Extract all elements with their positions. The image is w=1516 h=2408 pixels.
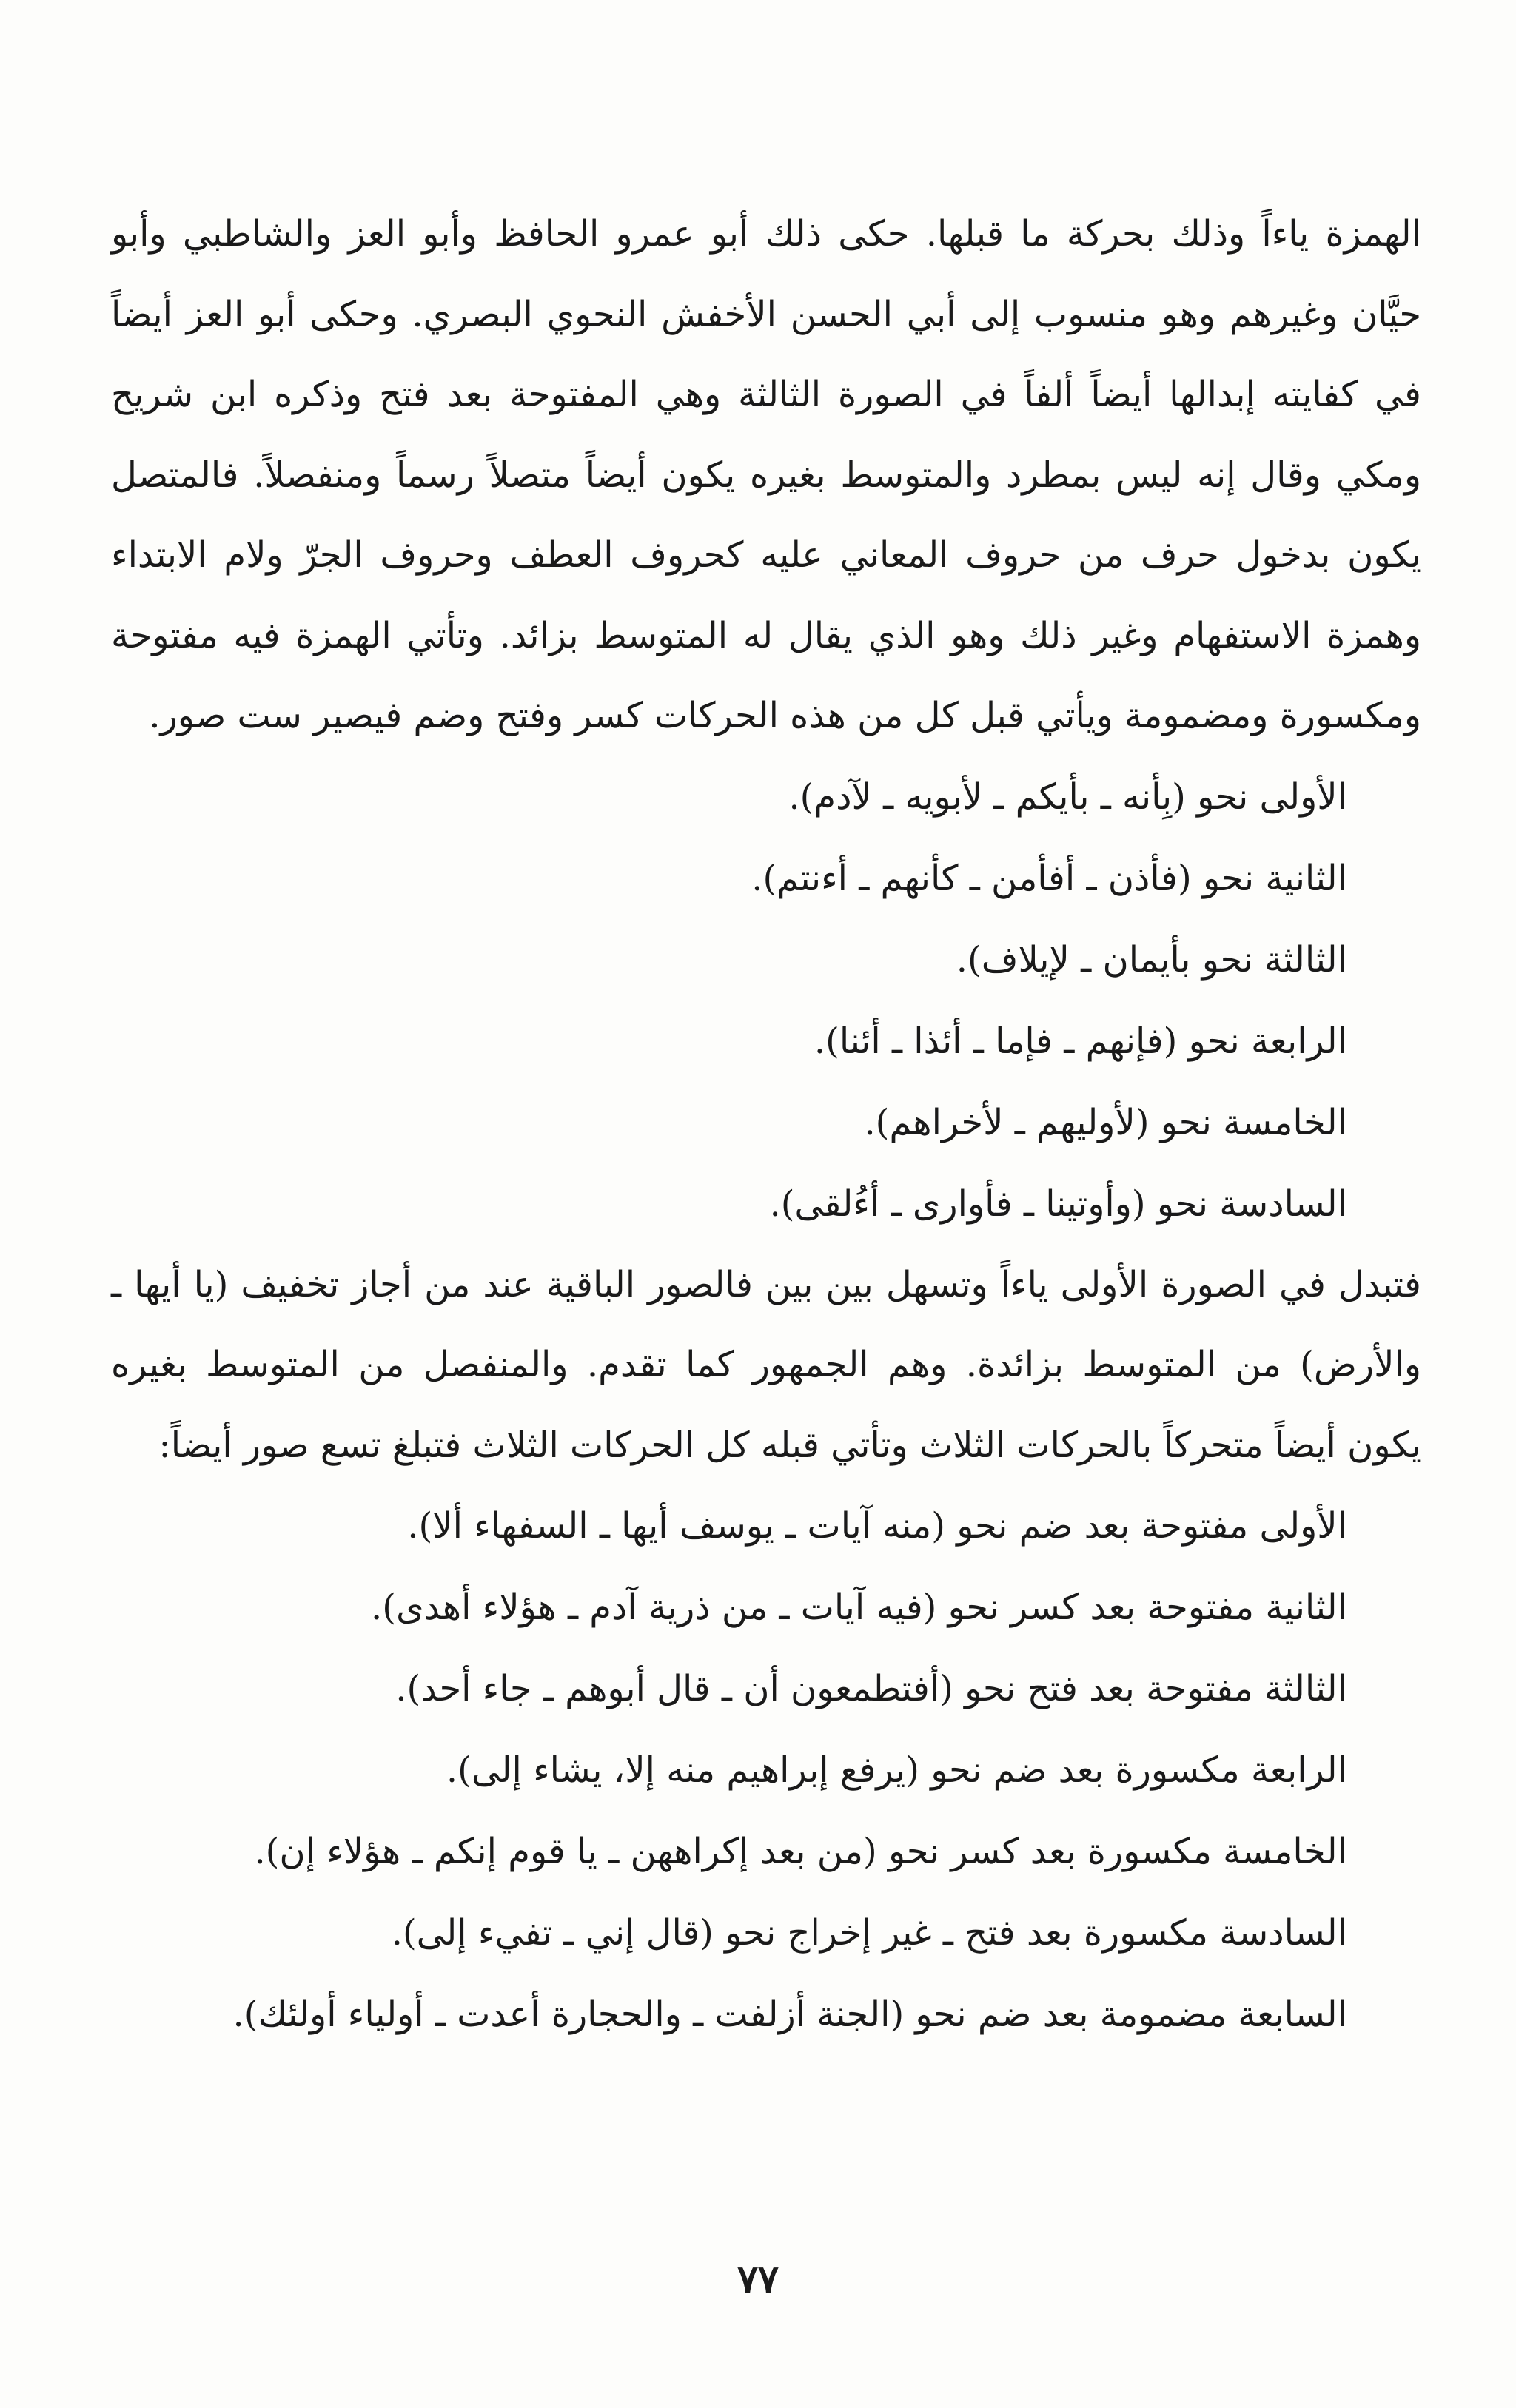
list-item: الخامسة نحو (لأوليهم ـ لأخراهم). xyxy=(864,1101,1347,1143)
list-item: السابعة مضمومة بعد ضم نحو (الجنة أزلفت ـ والحجارة أعدت ـ أولياء أولئك). xyxy=(232,1994,1347,2035)
list-item: الأولى نحو (بِأنه ـ بأيكم ـ لأبويه ـ لآدم). xyxy=(788,776,1347,818)
list-item: السادسة نحو (وأوتينا ـ فأوارى ـ أءُلقى). xyxy=(769,1183,1347,1225)
list-item: الرابعة مكسورة بعد ضم نحو (يرفع إبراهيم منه إلا، يشاء إلى). xyxy=(446,1749,1347,1791)
list-item: الأولى مفتوحة بعد ضم نحو (منه آيات ـ يوسف أيها ـ السفهاء ألا). xyxy=(407,1505,1347,1547)
list-item: الرابعة نحو (فإنهم ـ فإما ـ أئذا ـ أئنا). xyxy=(814,1020,1347,1062)
list-item: الثانية نحو (فأذن ـ أفأمن ـ كأنهم ـ أءنتم). xyxy=(751,857,1347,899)
paragraph-2: فتبدل في الصورة الأولى ياءاً وتسهل بين بين فالصور الباقية عند من أجاز تخفيف (يا أيها ـ والأرض) من المتوسط بزائدة. وهم الجمهور كما تقدم. والمنفصل من المتوسط بغيره يكون أيضاً متحركاً بالحركات الثلاث وتأتي قبله كل الحركات الثلاث فتبلغ تسع صور أيضاً: xyxy=(111,1263,1421,1466)
list-item: الثانية مفتوحة بعد كسر نحو (فيه آيات ـ من ذرية آدم ـ هؤلاء أهدى). xyxy=(371,1587,1347,1628)
list-item: الثالثة نحو بأيمان ـ لإيلاف). xyxy=(956,938,1347,981)
list-1 xyxy=(111,756,1421,1245)
list-item: الخامسة مكسورة بعد كسر نحو (من بعد إكراههن ـ يا قوم إنكم ـ هؤلاء إن). xyxy=(254,1831,1347,1872)
page-number: ٧٧ xyxy=(737,2257,779,2302)
body-text xyxy=(111,194,1421,2055)
paragraph-1: الهمزة ياءاً وذلك بحركة ما قبلها. حكى ذلك أبو عمرو الحافظ وأبو العز والشاطبي وأبو حيَّان وغيرهم وهو منسوب إلى أبي الحسن الأخفش النحوي البصري. وحكى أبو العز أيضاً في كفايته إبدالها أيضاً ألفاً في الصورة الثالثة وهي المفتوحة بعد فتح وذكره ابن شريح ومكي وقال إنه ليس بمطرد والمتوسط بغيره يكون أيضاً متصلاً رسماً ومنفصلاً. فالمتصل يكون بدخول حرف من حروف المعاني عليه كحروف العطف وحروف الجرّ ولام الابتداء وهمزة الاستفهام وغير ذلك وهو الذي يقال له المتوسط بزائد. وتأتي الهمزة فيه مفتوحة ومكسورة ومضمومة ويأتي قبل كل من هذه الحركات كسر وفتح وضم فيصير ست صور. xyxy=(111,213,1422,736)
list-item: السادسة مكسورة بعد فتح ـ غير إخراج نحو (قال إني ـ تفيء إلى). xyxy=(391,1912,1347,1954)
list-item: الثالثة مفتوحة بعد فتح نحو (أفتطمعون أن ـ قال أبوهم ـ جاء أحد). xyxy=(395,1668,1347,1709)
list-2 xyxy=(111,1485,1421,2055)
